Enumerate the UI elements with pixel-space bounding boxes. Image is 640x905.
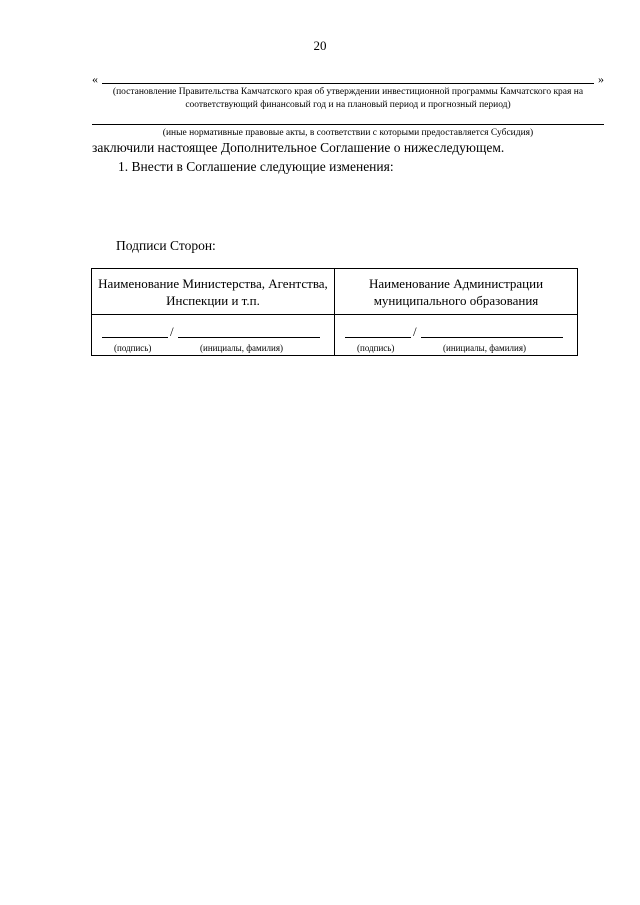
blank-fill-line bbox=[102, 83, 594, 84]
right-caption-name: (инициалы, фамилия) bbox=[443, 343, 526, 353]
regulation-reference-line bbox=[92, 72, 604, 86]
right-signature-cell bbox=[335, 315, 578, 356]
right-signature-slash: / bbox=[413, 324, 417, 339]
left-signature-cell bbox=[92, 315, 335, 356]
left-signature-slash: / bbox=[170, 324, 174, 339]
left-party-cell bbox=[92, 269, 335, 315]
close-quote: » bbox=[598, 72, 604, 86]
right-party-cell bbox=[335, 269, 578, 315]
left-name-blank bbox=[178, 337, 320, 338]
blank-fill-line-2 bbox=[92, 124, 604, 125]
left-party-name: Наименование Министерства, Агентства, Инспекции и т.п. bbox=[98, 276, 328, 308]
regulation-caption: (постановление Правительства Камчатского края об утверждении инвестиционной программы Камчатского края на соответствующий финансовый год и на плановый период и прогнозный период) bbox=[112, 87, 584, 110]
amendment-item-1: 1. Внести в Соглашение следующие изменения: bbox=[118, 159, 394, 174]
legal-acts-caption: (иные нормативные правовые акты, в соответствии с которыми предоставляется Субсидия) bbox=[162, 128, 534, 138]
left-signature-line bbox=[102, 325, 320, 339]
open-quote: « bbox=[92, 72, 98, 86]
page-number: 20 bbox=[313, 38, 327, 53]
right-party-name: Наименование Администрации муниципального образования bbox=[368, 276, 544, 308]
left-caption-name: (инициалы, фамилия) bbox=[200, 343, 283, 353]
right-signature-blank bbox=[345, 337, 411, 338]
left-caption-signature: (подпись) bbox=[114, 343, 152, 353]
signature-table bbox=[91, 268, 578, 356]
right-name-blank bbox=[421, 337, 563, 338]
right-caption-signature: (подпись) bbox=[357, 343, 395, 353]
signatures-heading: Подписи Сторон: bbox=[116, 238, 216, 253]
left-signature-blank bbox=[102, 337, 168, 338]
concluded-statement: заключили настоящее Дополнительное Соглашение о нижеследующем. bbox=[92, 140, 505, 155]
right-signature-line bbox=[345, 325, 563, 339]
